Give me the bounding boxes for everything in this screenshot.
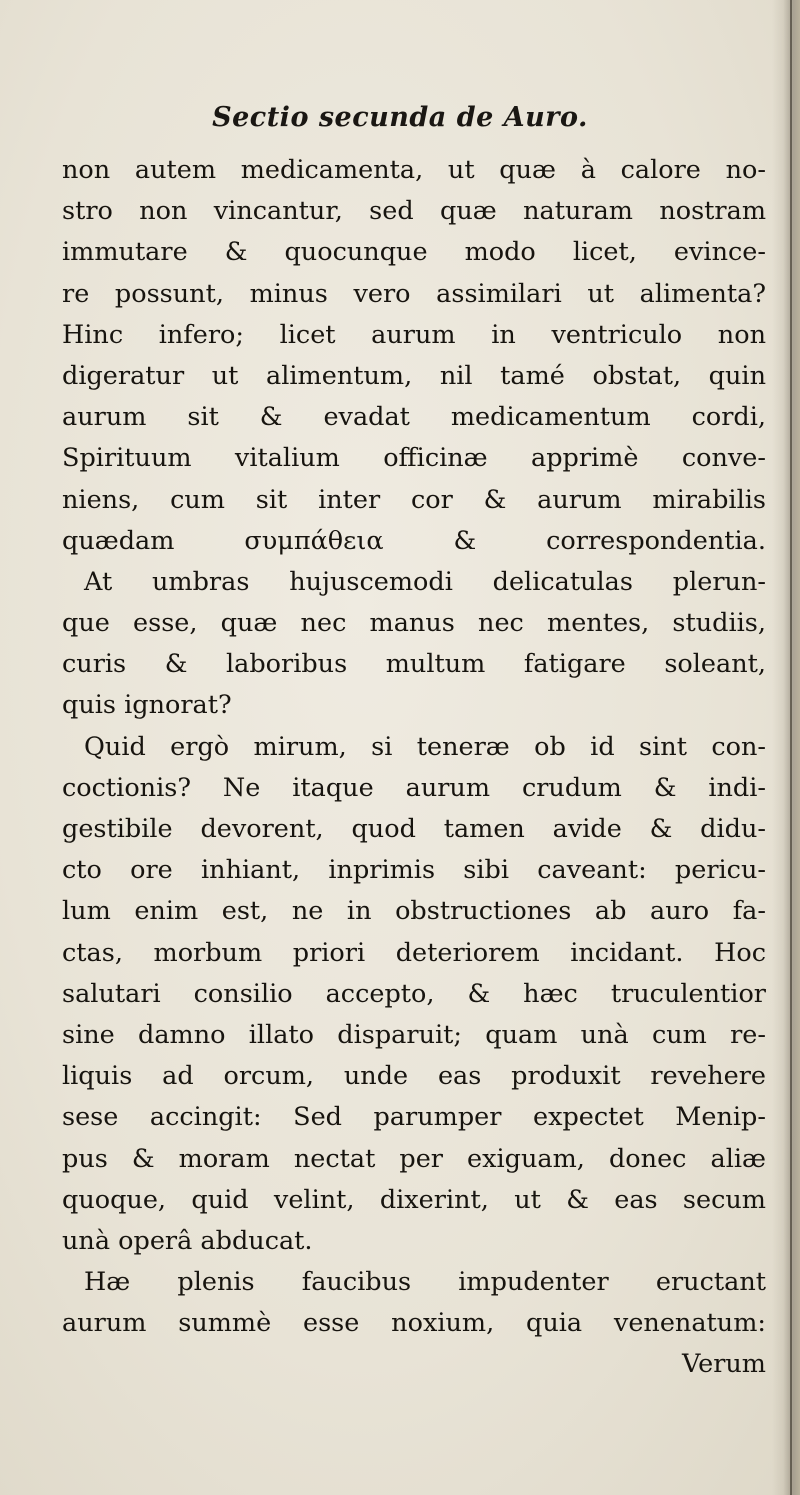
text-line: salutari consilio accepto, & hæc truculentior xyxy=(62,978,766,1009)
binding-edge xyxy=(790,0,792,1495)
text-line: digeratur ut alimentum, nil tamé obstat, quin xyxy=(62,360,766,391)
text-line: sine damno illato disparuit; quam unà cum re- xyxy=(62,1019,766,1050)
text-line: pus & moram nectat per exiguam, donec aliæ xyxy=(62,1143,766,1174)
page-gutter-shadow xyxy=(772,0,800,1495)
paragraph-start-line: Hæ plenis faucibus impudenter eructant xyxy=(84,1267,766,1298)
text-line: liquis ad orcum, unde eas produxit revehere xyxy=(62,1061,766,1092)
text-line: lum enim est, ne in obstructiones ab auro fa- xyxy=(62,896,766,927)
running-title: Sectio secunda de Auro. xyxy=(212,102,588,133)
text-line: quoque, quid velint, dixerint, ut & eas secum xyxy=(62,1184,766,1215)
text-line: cto ore inhiant, inprimis sibi caveant: pericu- xyxy=(62,855,766,886)
text-line: Hinc infero; licet aurum in ventriculo non xyxy=(62,319,766,350)
text-line: aurum summè esse noxium, quia venenatum: xyxy=(62,1308,766,1339)
paragraph-end-line: unà operâ abducat. xyxy=(62,1225,313,1256)
text-line: aurum sit & evadat medicamentum cordi, xyxy=(62,402,766,433)
paragraph-start-line: Quid ergò mirum, si teneræ ob id sint con- xyxy=(84,731,766,762)
text-line: Spirituum vitalium officinæ apprimè conve- xyxy=(62,443,766,474)
text-line: coctionis? Ne itaque aurum crudum & indi- xyxy=(62,772,766,803)
text-line: non autem medicamenta, ut quæ à calore no- xyxy=(62,155,766,185)
body-text xyxy=(62,150,766,1386)
text-line: curis & laboribus multum fatigare soleant, xyxy=(62,649,766,680)
paragraph-end-line: quis ignorat? xyxy=(62,690,232,721)
text-line: ctas, morbum priori deteriorem incidant. Hoc xyxy=(62,937,766,968)
text-line: que esse, quæ nec manus nec mentes, studiis, xyxy=(62,608,766,639)
text-line: re possunt, minus vero assimilari ut alimenta? xyxy=(62,278,766,309)
text-line: niens, cum sit inter cor & aurum mirabilis xyxy=(62,484,766,515)
text-line: sese accingit: Sed parumper expectet Menip- xyxy=(62,1102,766,1133)
text-line: stro non vincantur, sed quæ naturam nostram xyxy=(62,196,766,227)
text-line: immutare & quocunque modo licet, evince- xyxy=(62,237,766,268)
text-line: quædam συμπάθεια & correspondentia. xyxy=(62,525,766,556)
paragraph-start-line: At umbras hujuscemodi delicatulas plerun- xyxy=(84,566,766,597)
text-line: gestibile devorent, quod tamen avide & didu- xyxy=(62,814,766,844)
catchword: Verum xyxy=(682,1349,766,1380)
